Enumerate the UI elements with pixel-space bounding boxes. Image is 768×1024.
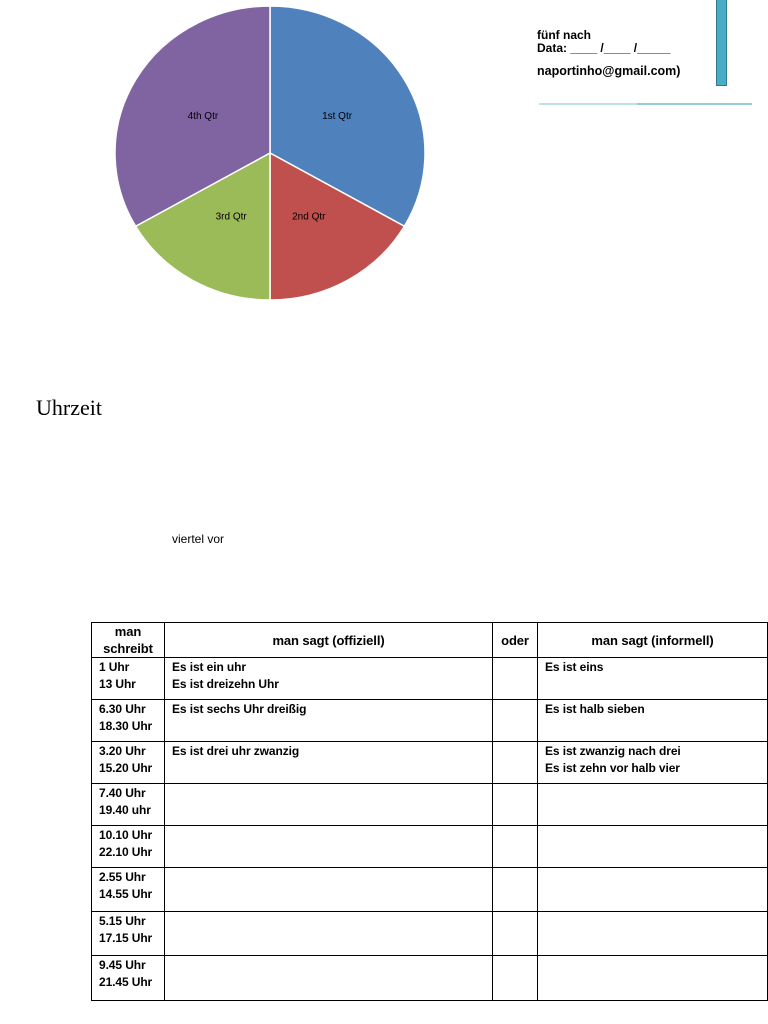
- cell-line: 7.40 Uhr: [99, 786, 146, 800]
- pie-label-4th-qtr: 4th Qtr: [187, 110, 219, 122]
- table-row: [92, 826, 768, 868]
- cell-official: [165, 826, 493, 868]
- cell-or: [493, 956, 538, 1001]
- cell-line: Es ist dreizehn Uhr: [172, 676, 279, 691]
- cell-or: [493, 826, 538, 868]
- cell-line: Es ist halb sieben: [545, 702, 645, 716]
- cell-written: [92, 700, 165, 742]
- header-or: oder: [493, 623, 538, 658]
- pie-label-1st-qtr: 1st Qtr: [322, 110, 353, 122]
- cell-line: 17.15 Uhr: [99, 930, 153, 945]
- cell-line: 19.40 uhr: [99, 802, 151, 817]
- cell-official: [165, 912, 493, 956]
- cell-written: [92, 868, 165, 912]
- cell-informal: [538, 742, 768, 784]
- cell-official: [165, 956, 493, 1001]
- table-header-row: [92, 623, 768, 658]
- table-body: [92, 658, 768, 1001]
- cell-official: [165, 784, 493, 826]
- pie-label-3rd-qtr: 3rd Qtr: [215, 211, 247, 223]
- cell-informal: [538, 658, 768, 700]
- cell-line: 3.20 Uhr: [99, 744, 146, 758]
- cell-line: Es ist zwanzig nach drei: [545, 744, 681, 758]
- table-row: [92, 784, 768, 826]
- cell-line: 6.30 Uhr: [99, 702, 146, 716]
- cell-informal: [538, 700, 768, 742]
- cell-written: [92, 742, 165, 784]
- cell-informal: [538, 912, 768, 956]
- table-row: [92, 912, 768, 956]
- cell-written: [92, 658, 165, 700]
- cell-line: Es ist zehn vor halb vier: [545, 760, 680, 775]
- cell-line: 14.55 Uhr: [99, 886, 153, 901]
- cell-line: 2.55 Uhr: [99, 870, 146, 884]
- cell-official: [165, 658, 493, 700]
- table-row: [92, 742, 768, 784]
- cell-or: [493, 784, 538, 826]
- table-row: [92, 658, 768, 700]
- phrase-note: viertel vor: [172, 532, 225, 546]
- header-informal: man sagt (informell): [538, 623, 768, 658]
- cell-line: Es ist eins: [545, 660, 604, 674]
- cell-or: [493, 912, 538, 956]
- time-table: [91, 622, 768, 1001]
- pie-chart: [100, 0, 440, 310]
- header-line: schreibt: [103, 641, 153, 656]
- table-row: [92, 868, 768, 912]
- cell-official: [165, 742, 493, 784]
- cell-written: [92, 956, 165, 1001]
- cell-written: [92, 826, 165, 868]
- cell-informal: [538, 868, 768, 912]
- table-row: [92, 700, 768, 742]
- email-text: naportinho@gmail.com): [537, 64, 681, 78]
- header-written: [92, 623, 165, 658]
- cell-line: 13 Uhr: [99, 676, 136, 691]
- accent-bar: [716, 0, 727, 86]
- cell-line: 18.30 Uhr: [99, 718, 153, 733]
- cell-line: 1 Uhr: [99, 660, 130, 674]
- cell-line: 21.45 Uhr: [99, 974, 153, 989]
- cell-or: [493, 658, 538, 700]
- cell-line: 22.10 Uhr: [99, 844, 153, 859]
- cell-informal: [538, 956, 768, 1001]
- divider-line: [637, 103, 752, 105]
- header-official: man sagt (offiziell): [165, 623, 493, 658]
- cell-official: [165, 700, 493, 742]
- pie-label-2nd-qtr: 2nd Qtr: [292, 211, 326, 223]
- cell-line: Es ist drei uhr zwanzig: [172, 744, 300, 758]
- cell-or: [493, 700, 538, 742]
- cell-line: Es ist ein uhr: [172, 660, 246, 674]
- cell-line: 9.45 Uhr: [99, 958, 146, 972]
- cell-line: 15.20 Uhr: [99, 760, 153, 775]
- table-row: [92, 956, 768, 1001]
- cell-line: 10.10 Uhr: [99, 828, 153, 842]
- cell-informal: [538, 826, 768, 868]
- cell-informal: [538, 784, 768, 826]
- cell-line: Es ist sechs Uhr dreißig: [172, 702, 307, 716]
- page-title: Uhrzeit: [36, 395, 102, 420]
- cell-line: 5.15 Uhr: [99, 914, 146, 928]
- cell-or: [493, 742, 538, 784]
- header-line: man: [114, 624, 142, 639]
- cell-or: [493, 868, 538, 912]
- time-phrase-hint: fünf nach: [537, 28, 591, 42]
- divider-line: [539, 103, 637, 105]
- cell-written: [92, 912, 165, 956]
- cell-official: [165, 868, 493, 912]
- date-field: Data: ____ /____ /_____: [537, 41, 671, 55]
- cell-written: [92, 784, 165, 826]
